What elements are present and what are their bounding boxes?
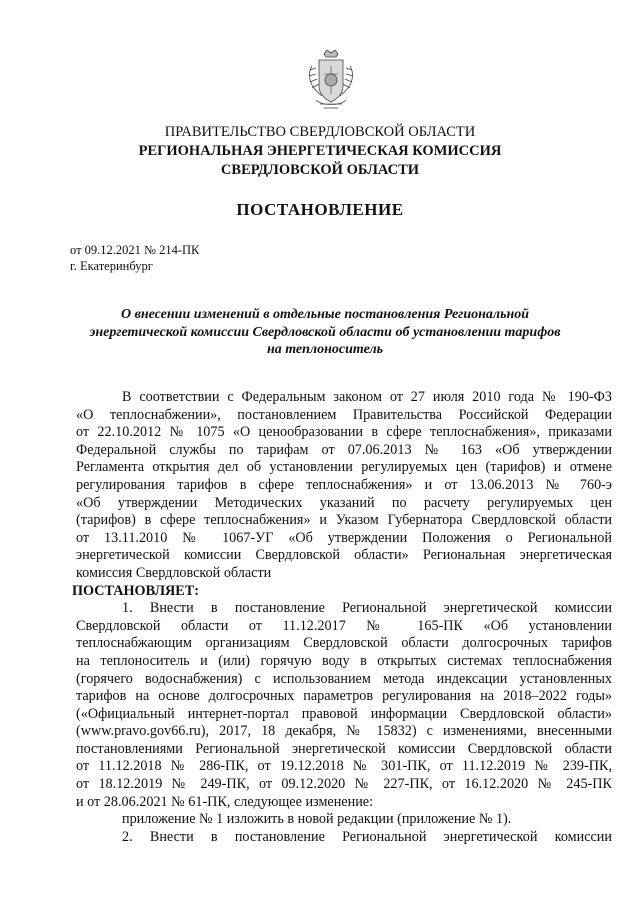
subject-line: О внесении изменений в отдельные постановления Региональной	[120, 307, 530, 322]
item1-line: на теплоноситель и (или) горячую воду в открытых системах теплоснабжения	[76, 652, 612, 669]
item1-line: теплоснабжающим организациям Свердловской области долгосрочных тарифов	[76, 635, 612, 652]
item2-line: 2. Внести в постановление Региональной энергетической комиссии	[122, 828, 612, 845]
item1-line: постановлениями Региональной энергетической комиссии Свердловской области	[76, 740, 612, 757]
commission-header: РЕГИОНАЛЬНАЯ ЭНЕРГЕТИЧЕСКАЯ КОМИССИЯ	[138, 143, 502, 159]
subject-line: на теплоноситель	[266, 342, 384, 357]
document-title: ПОСТАНОВЛЕНИЕ	[236, 200, 404, 219]
document-city: г. Екатеринбург	[70, 259, 153, 273]
item1-line: 1. Внести в постановление Региональной энергетической комиссии	[122, 600, 612, 617]
item1-line: от 18.12.2019 № 249-ПК, от 09.12.2020 № 227-ПК, от 16.12.2020 № 245-ПК	[76, 776, 612, 793]
item1-line: Свердловской области от 11.12.2017 № 165-ПК «Об установлении	[76, 617, 612, 634]
item1-line: и от 28.06.2021 № 61-ПК, следующее изменение:	[76, 793, 374, 810]
preamble-line: комиссия Свердловской области	[76, 564, 272, 581]
preamble-line: от 22.10.2012 № 1075 «О ценообразовании в сфере теплоснабжения», приказами	[76, 424, 612, 441]
document-body	[72, 389, 612, 846]
document-subject	[80, 306, 570, 359]
preamble-line: В соответствии с Федеральным законом от 27 июля 2010 года № 190-ФЗ	[122, 389, 612, 405]
resolves-heading: ПОСТАНОВЛЯЕТ:	[72, 582, 199, 599]
preamble-line: Федеральной службы по тарифам от 07.06.2013 № 163 «Об утверждении	[76, 441, 612, 458]
item1-appendix: приложение № 1 изложить в новой редакции (приложение № 1).	[122, 811, 512, 828]
item1-line: тарифов на основе долгосрочных параметров регулирования на 2018–2022 годы»	[76, 688, 612, 705]
subject-line: энергетической комиссии Свердловской области об установлении тарифов	[89, 324, 561, 340]
document-date-number: от 09.12.2021 № 214-ПК	[70, 243, 200, 257]
preamble-line: регулирования тарифов в сфере теплоснабжения» и от 13.06.2013 № 760-э	[76, 476, 612, 493]
preamble-line: «О теплоснабжении», постановлением Правительства Российской Федерации	[76, 406, 612, 423]
preamble-line: от 13.11.2010 № 1067-УГ «Об утверждении Положения о Региональной	[76, 529, 612, 546]
coat-of-arms-icon	[306, 48, 356, 114]
item1-line: («Официальный интернет-портал правовой информации Свердловской области»	[76, 705, 612, 722]
item1-line: (www.pravo.gov66.ru), 2017, 18 декабря, № 15832) с изменениями, внесенными	[76, 723, 612, 740]
preamble-line: «Об утверждении Методических указаний по расчету регулируемых цен	[76, 494, 612, 511]
preamble-line: (тарифов) в сфере теплоснабжения» и Указом Губернатора Свердловской области	[76, 512, 612, 529]
region-header: СВЕРДЛОВСКОЙ ОБЛАСТИ	[220, 162, 420, 178]
preamble-line: Регламента открытия дел об установлении регулируемых цен (тарифов) и отмене	[76, 459, 612, 476]
item1-line: (горячего водоснабжения) с использованием метода индексации установленных	[76, 670, 612, 687]
item1-line: от 11.12.2018 № 286-ПК, от 19.12.2018 № 301-ПК, от 11.12.2019 № 239-ПК,	[76, 758, 612, 775]
preamble-line: энергетической комиссии Свердловской области» Региональная энергетическая	[76, 547, 612, 564]
government-header: ПРАВИТЕЛЬСТВО СВЕРДЛОВСКОЙ ОБЛАСТИ	[164, 124, 476, 140]
